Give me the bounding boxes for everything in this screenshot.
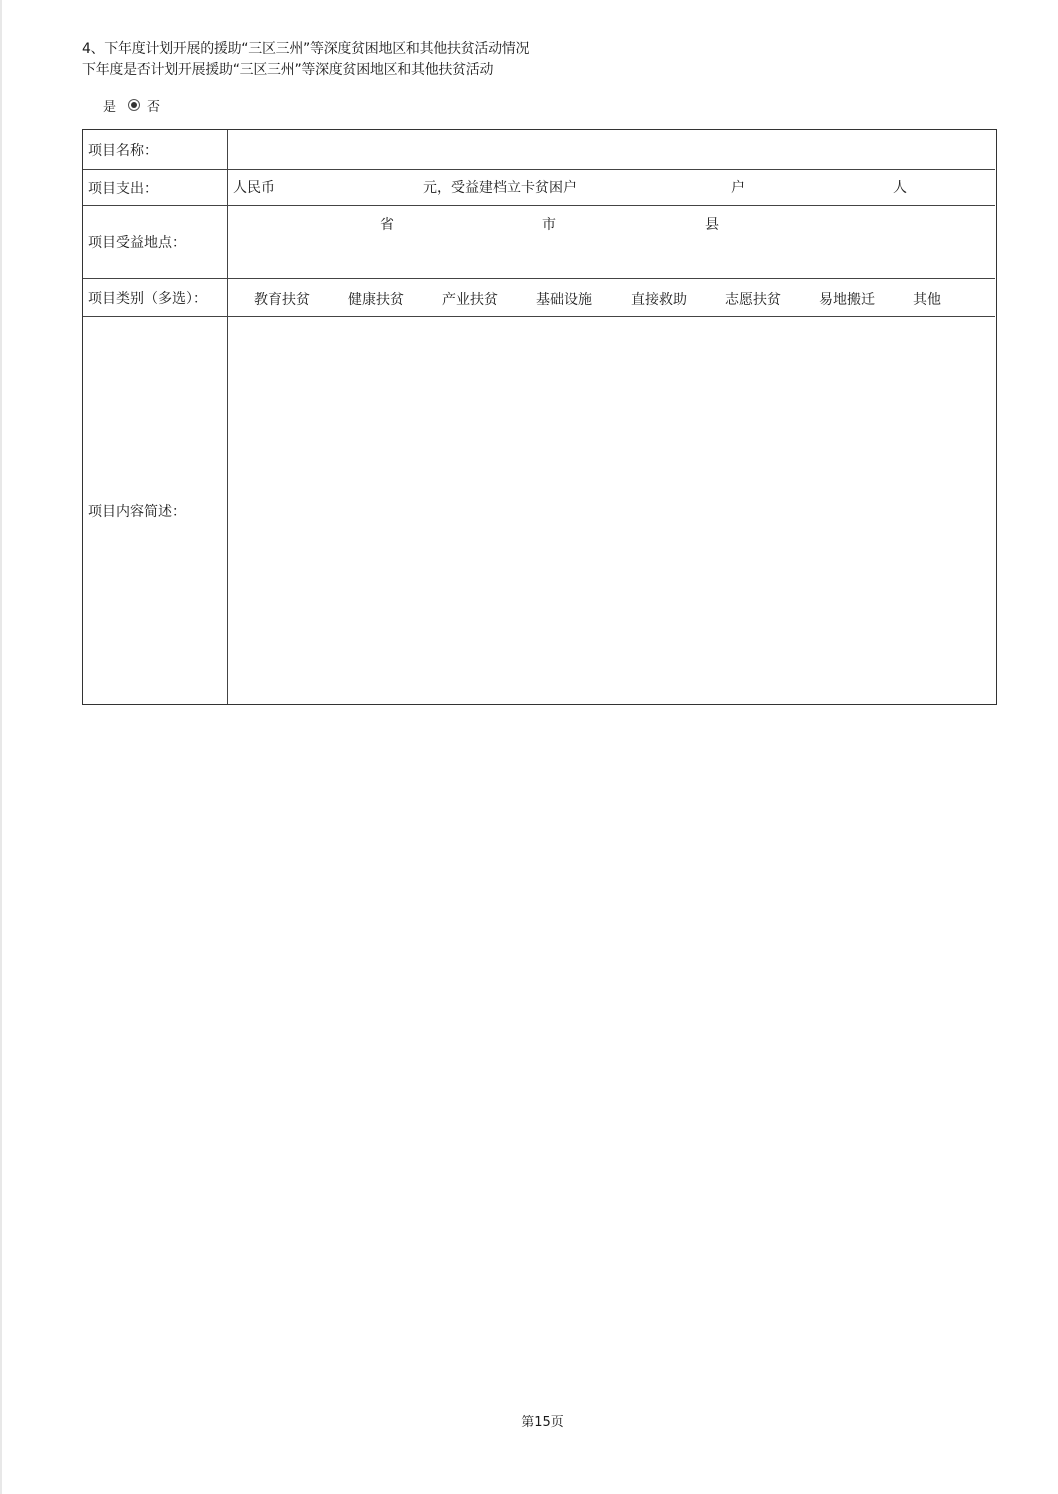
question-text: 下年度是否计划开展援助“三区三州”等深度贫困地区和其他扶贫活动 xyxy=(82,62,494,78)
row-project-category xyxy=(83,279,995,317)
row-project-location xyxy=(83,206,995,279)
project-location-label: 项目受益地点： xyxy=(83,206,228,278)
project-name-field[interactable] xyxy=(229,130,995,169)
row-project-name xyxy=(83,130,995,170)
project-category-label: 项目类别（多选）： xyxy=(83,279,228,316)
project-name-label: 项目名称： xyxy=(83,130,228,169)
project-category-options xyxy=(229,279,995,316)
section-heading: 4、下年度计划开展的援助“三区三州”等深度贫困地区和其他扶贫活动情况 xyxy=(82,41,530,57)
project-location-field[interactable] xyxy=(229,206,995,278)
project-form-table xyxy=(82,129,997,705)
people-unit: 人 xyxy=(893,180,907,196)
category-option[interactable]: 志愿扶贫 xyxy=(725,292,781,308)
project-description-label: 项目内容简述： xyxy=(83,317,228,704)
radio-no-button[interactable] xyxy=(128,99,140,111)
project-description-field[interactable] xyxy=(229,317,995,704)
radio-yes-label[interactable]: 是 xyxy=(103,99,117,115)
row-project-description xyxy=(83,317,995,704)
category-option[interactable]: 其他 xyxy=(913,292,941,308)
project-expense-field[interactable] xyxy=(229,170,995,205)
category-option[interactable]: 产业扶贫 xyxy=(442,292,498,308)
currency-label: 人民币 xyxy=(233,180,275,196)
category-option[interactable]: 教育扶贫 xyxy=(254,292,310,308)
plan-radio-group xyxy=(103,96,160,114)
households-unit: 户 xyxy=(731,180,745,196)
category-option[interactable]: 基础设施 xyxy=(536,292,592,308)
page-number: 第15页 xyxy=(521,1415,564,1430)
category-option[interactable]: 易地搬迁 xyxy=(819,292,875,308)
row-project-expense xyxy=(83,170,995,206)
county-label: 县 xyxy=(705,217,719,233)
province-label: 省 xyxy=(380,217,394,233)
category-option[interactable]: 直接救助 xyxy=(631,292,687,308)
category-option[interactable]: 健康扶贫 xyxy=(348,292,404,308)
radio-no-label[interactable]: 否 xyxy=(147,99,161,115)
project-expense-label: 项目支出： xyxy=(83,170,228,205)
city-label: 市 xyxy=(542,217,556,233)
radio-selected-dot xyxy=(131,102,137,108)
page-edge xyxy=(0,0,2,1494)
expense-unit-text: 元，受益建档立卡贫困户 xyxy=(423,180,577,196)
